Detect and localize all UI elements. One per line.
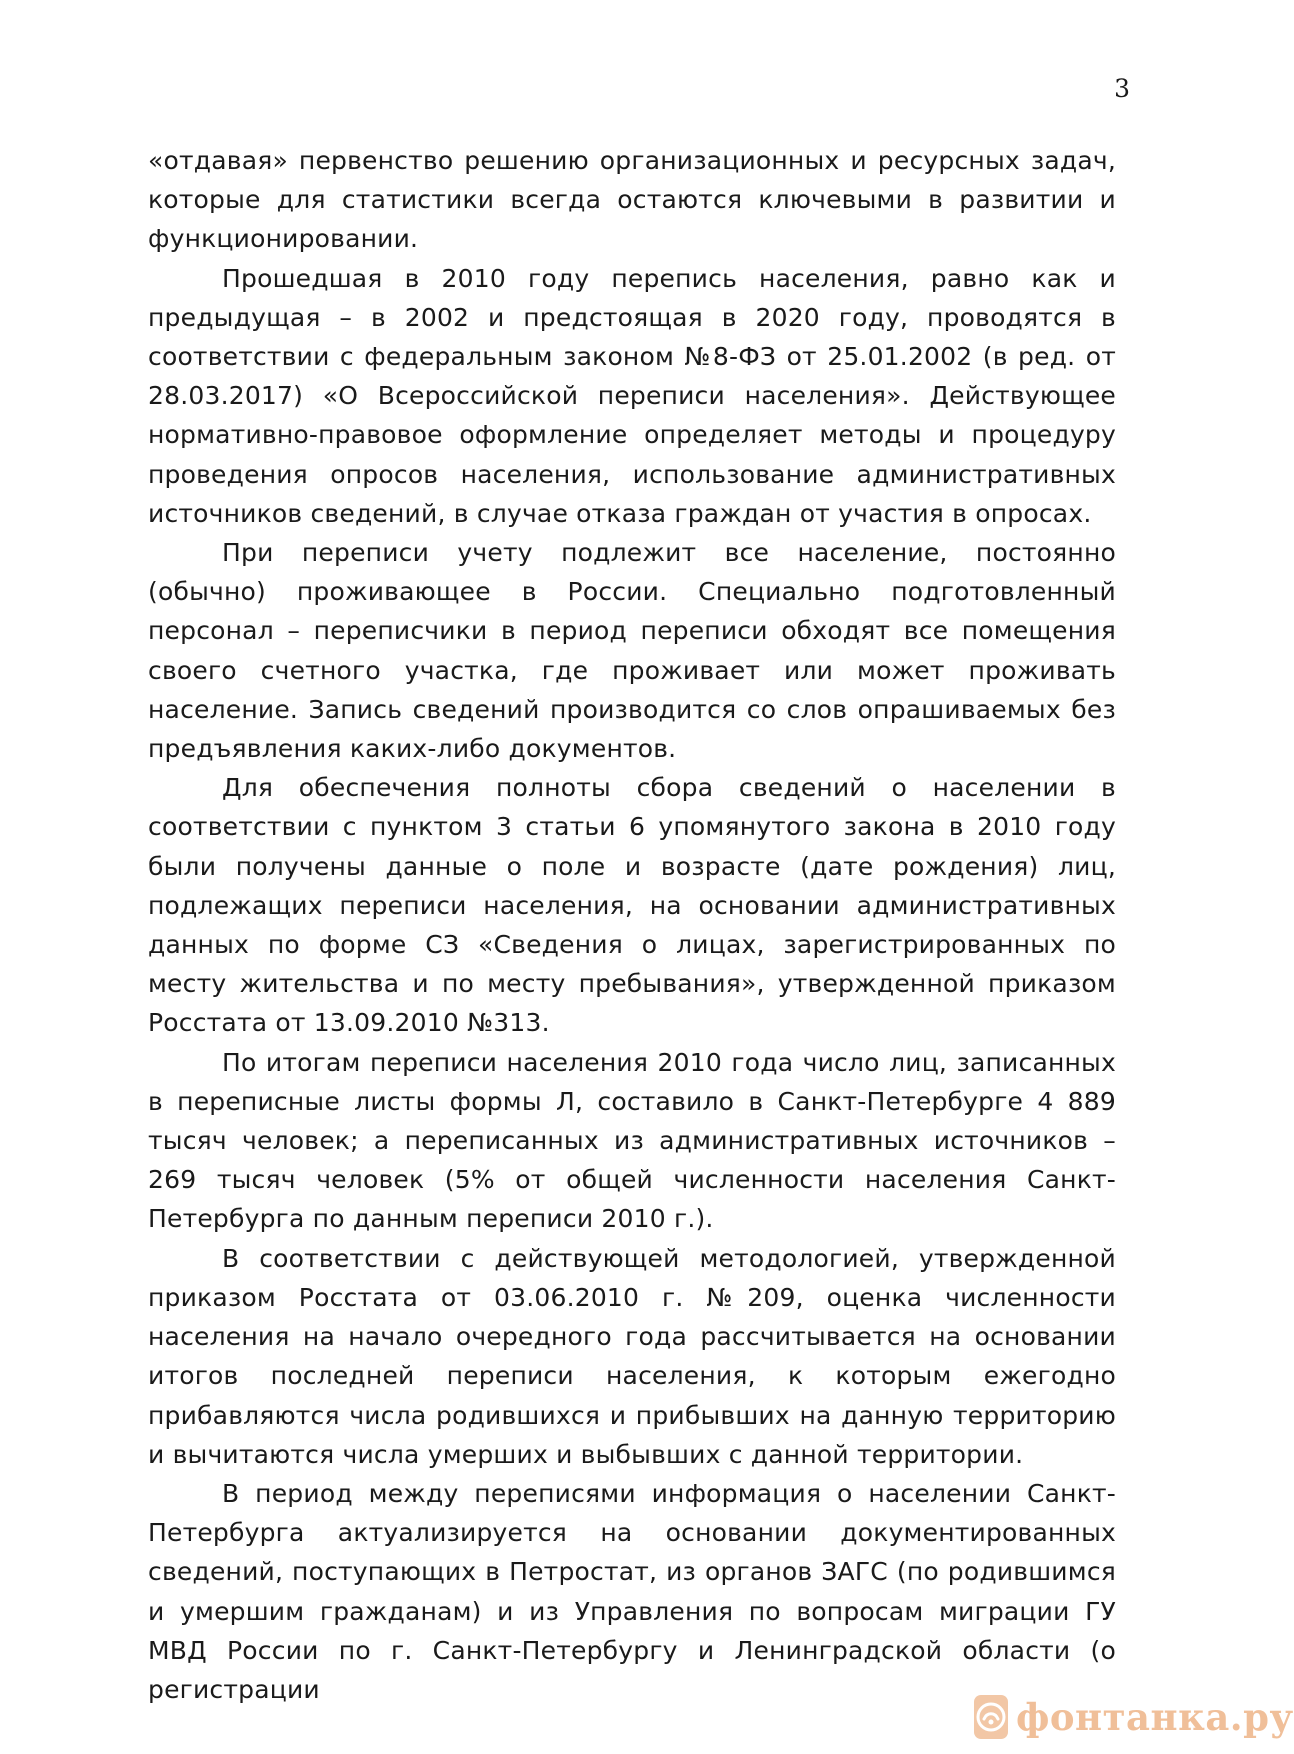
document-body (148, 141, 1116, 1709)
fontanka-logo-icon (974, 1695, 1008, 1739)
paragraph-6: В соответствии с действующей методологией, утвержденной приказом Росстата от 03.06.2010 г. №209, оценка численности населения на начало очередного года рассчитывается на основании итогов последней переписи населения, к которым ежегодно прибавляются числа родившихся и прибывших на данную территорию и вычитаются числа умерших и выбывших с данной территории. (148, 1243, 1116, 1469)
paragraph-5: По итогам переписи населения 2010 года число лиц, записанных в переписные листы формы Л, составило в Санкт-Петербурге 4 889 тысяч человек; а переписанных из административных источников – 269 тысяч человек (5% от общей численности населения Санкт-Петербурга по данным переписи 2010 г.). (148, 1047, 1116, 1234)
paragraph-1: «отдавая» первенство решению организационных и ресурсных задач, которые для статистики всегда остаются ключевыми в развитии и функционировании. (148, 146, 1116, 254)
watermark-text: фонтанка.ру (1016, 1695, 1294, 1739)
paragraph-4: Для обеспечения полноты сбора сведений о населении в соответствии с пунктом 3 статьи 6 упомянутого закона в 2010 году были получены данные о поле и возрасте (дате рождения) лиц, подлежащих переписи населения, на основании административных данных по форме СЗ «Сведения о лицах, зарегистрированных по месту жительства и по месту пребывания», утвержденной приказом Росстата от 13.09.2010 №313. (148, 773, 1116, 1038)
paragraph-2: Прошедшая в 2010 году перепись населения, равно как и предыдущая – в 2002 и предстоящая в 2020 году, проводятся в соответствии с федеральным законом №8-ФЗ от 25.01.2002 (в ред. от 28.03.2017) «О Всероссийской переписи населения». Действующее нормативно-правовое оформление определяет методы и процедуру проведения опросов населения, использование административных источников сведений, в случае отказа граждан от участия в опросах. (148, 263, 1116, 528)
page-number: 3 (1114, 74, 1130, 103)
paragraph-7: В период между переписями информация о населении Санкт-Петербурга актуализируется на основании документированных сведений, поступающих в Петростат, из органов ЗАГС (по родившимся и умершим гражданам) и из Управления по вопросам миграции ГУ МВД России по г. Санкт-Петербургу и Ленинградской области (о регистрации (148, 1478, 1116, 1704)
paragraph-3: При переписи учету подлежит все население, постоянно (обычно) проживающее в России. Специально подготовленный персонал – переписчики в период переписи обходят все помещения своего счетного участка, где проживает или может проживать население. Запись сведений производится со слов опрашиваемых без предъявления каких-либо документов. (148, 538, 1116, 764)
watermark (974, 1688, 1294, 1746)
